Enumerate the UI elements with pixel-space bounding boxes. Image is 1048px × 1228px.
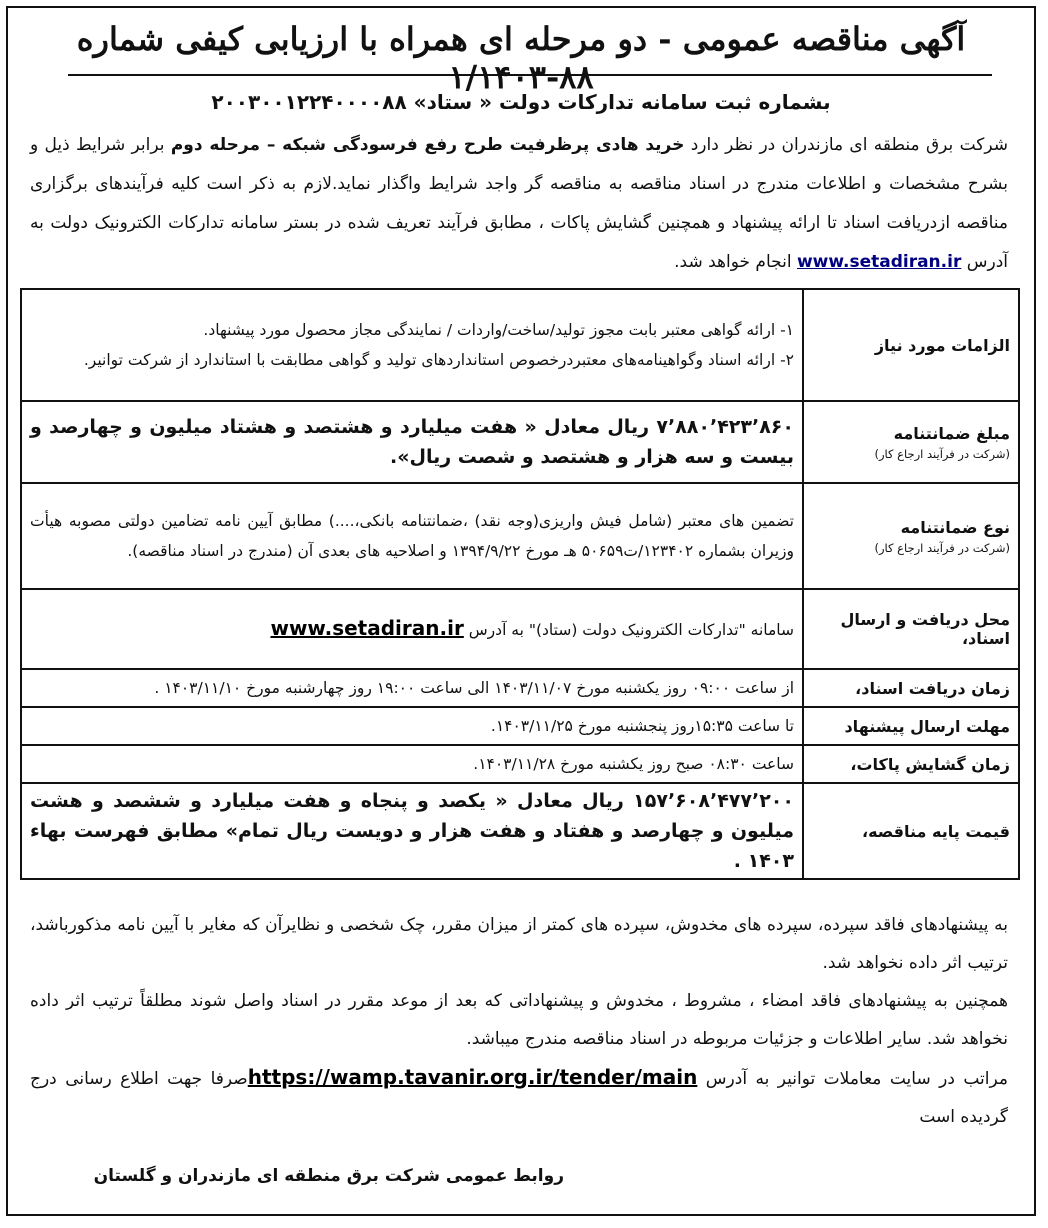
footer-paragraph-conditions: همچنین به پیشنهادهای فاقد امضاء ، مشروط ، مخدوش و پیشنهاداتی که بعد از موعد مقرر در اسناد واصل شوند مطلقاً ترتیب اثر داده نخواهد شد. سایر اطلاعات و جزئیات مربوطه در اسناد مناقصه مندرج میباشد.	[30, 991, 1008, 1049]
requirement-item: ۲- ارائه اسناد وگواهینامه‌های معتبردرخصوص استانداردهای تولید و گواهی مطابقت با استاندارد از شرکت توانیر.	[83, 351, 794, 369]
guarantee-amount-title: مبلغ ضمانتنامه	[893, 423, 1010, 443]
footer-paragraph-tavanir	[30, 1058, 1008, 1136]
table-row	[21, 745, 1019, 783]
intro-text-3: انجام خواهد شد.	[674, 252, 797, 272]
receive-time-label: زمان دریافت اسناد،	[803, 669, 1019, 707]
base-price-value: ۱۵۷٬۶۰۸٬۴۷۷٬۲۰۰ ریال معادل « یکصد و پنجاه و هفت میلیارد و ششصد و هشت میلیون و چهارصد و هفتاد و هفت هزار و دویست ریال تمام» مطابق فهرست بهاء ۱۴۰۳ .	[21, 783, 803, 879]
intro-text-2: برابر شرایط ذیل و بشرح مشخصات و اطلاعات مندرج در اسناد مناقصه به مناقصه گر واجد شرایط واگذار نماید.لازم به ذکر است کلیه فرآیندهای برگزاری مناقصه ازدریافت اسناد تا ارائه پیشنهاد و همچنین گشایش پاکات ، مطابق فرآیند تعریف شده در بستر سامانه تدارکات الکترونیک دولت به آدرس	[30, 135, 1008, 272]
guarantee-type-note: (شرکت در فرآیند ارجاع کار)	[874, 540, 1010, 555]
tavanir-text-1: مراتب در سایت معاملات توانیر به آدرس	[697, 1069, 1008, 1089]
guarantee-amount-label	[803, 401, 1019, 483]
tavanir-link[interactable]: https://wamp.tavanir.org.ir/tender/main	[247, 1065, 698, 1089]
opening-time-value: ساعت ۰۸:۳۰ صبح روز یکشنبه مورخ ۱۴۰۳/۱۱/۲۸.	[21, 745, 803, 783]
tender-notice	[6, 6, 1036, 1216]
table-row	[21, 707, 1019, 745]
guarantee-type-title: نوع ضمانتنامه	[900, 517, 1010, 537]
documents-location-value	[21, 589, 803, 669]
receive-time-value: از ساعت ۰۹:۰۰ روز یکشنبه مورخ ۱۴۰۳/۱۱/۰۷ الی ساعت ۱۹:۰۰ روز چهارشنبه مورخ ۱۴۰۳/۱۱/۱۰ .	[21, 669, 803, 707]
base-price-label: قیمت پایه مناقصه،	[803, 783, 1019, 879]
signature: روابط عمومی شرکت برق منطقه ای مازندران و گلستان	[93, 1166, 564, 1186]
requirement-item: ۱- ارائه گواهی معتبر بابت مجوز تولید/ساخت/واردات / نمایندگی مجاز محصول مورد پیشنهاد.	[203, 321, 794, 339]
table-row	[21, 401, 1019, 483]
table-row	[21, 783, 1019, 879]
guarantee-amount-value: ۷٬۸۸۰٬۴۲۳٬۸۶۰ ریال معادل « هفت میلیارد و هشتصد و هشتاد میلیون و چهارصد و بیست و سه هزار و هشتصد و شصت ریال».	[21, 401, 803, 483]
submit-deadline-value: تا ساعت ۱۵:۳۵روز پنجشنبه مورخ ۱۴۰۳/۱۱/۲۵.	[21, 707, 803, 745]
table-row	[21, 483, 1019, 589]
footer-paragraphs	[30, 906, 1008, 1136]
documents-location-label: محل دریافت و ارسال اسناد،	[803, 589, 1019, 669]
intro-subject: خرید هادی پرظرفیت طرح رفع فرسودگی شبکه – مرحله دوم	[170, 135, 685, 155]
intro-text-1: شرکت برق منطقه ای مازندران در نظر دارد	[684, 135, 1009, 155]
setad-link[interactable]: www.setadiran.ir	[796, 252, 962, 272]
tender-details-table	[20, 288, 1020, 880]
table-row	[21, 289, 1019, 401]
table-row	[21, 589, 1019, 669]
registration-number: بشماره ثبت سامانه تدارکات دولت « ستاد» ۲۰۰۳۰۰۱۲۲۴۰۰۰۰۸۸	[211, 90, 831, 114]
requirements-label: الزامات مورد نیاز	[803, 289, 1019, 401]
tavanir-text-2: صرفا جهت اطلاع رسانی درج گردیده است	[30, 1069, 1008, 1127]
documents-location-text: سامانه "تدارکات الکترونیک دولت (ستاد)" به آدرس	[463, 621, 794, 639]
footer-paragraph-deposits: به پیشنهادهای فاقد سپرده، سپرده های مخدوش، سپرده های کمتر از میزان مقرر، چک شخصی و نظایرآن که مغایر با آیین نامه مذکورباشد، ترتیب اثر داده نخواهد شد.	[30, 915, 1008, 973]
guarantee-type-value: تضمین های معتبر (شامل فیش واریزی(وجه نقد) ،ضمانتنامه بانکی،....) مطابق آیین نامه تضامین دولتی مصوبه هیأت وزیران بشماره ۱۲۳۴۰۲/ت۵۰۶۵۹ هـ مورخ ۱۳۹۴/۹/۲۲ و اصلاحیه های بعدی آن (مندرج در اسناد مناقصه).	[21, 483, 803, 589]
submit-deadline-label: مهلت ارسال پیشنهاد	[803, 707, 1019, 745]
guarantee-amount-note: (شرکت در فرآیند ارجاع کار)	[874, 446, 1010, 461]
guarantee-type-label	[803, 483, 1019, 589]
table-row	[21, 669, 1019, 707]
setad-link-table[interactable]: www.setadiran.ir	[270, 616, 464, 640]
intro-paragraph	[30, 126, 1008, 282]
requirements-value	[21, 289, 803, 401]
notice-title: آگهی مناقصه عمومی - دو مرحله ای همراه با ارزیابی کیفی شماره ۸۸-۱/۱۴۰۳	[76, 20, 966, 96]
opening-time-label: زمان گشایش پاکات،	[803, 745, 1019, 783]
title-underline	[68, 74, 992, 76]
